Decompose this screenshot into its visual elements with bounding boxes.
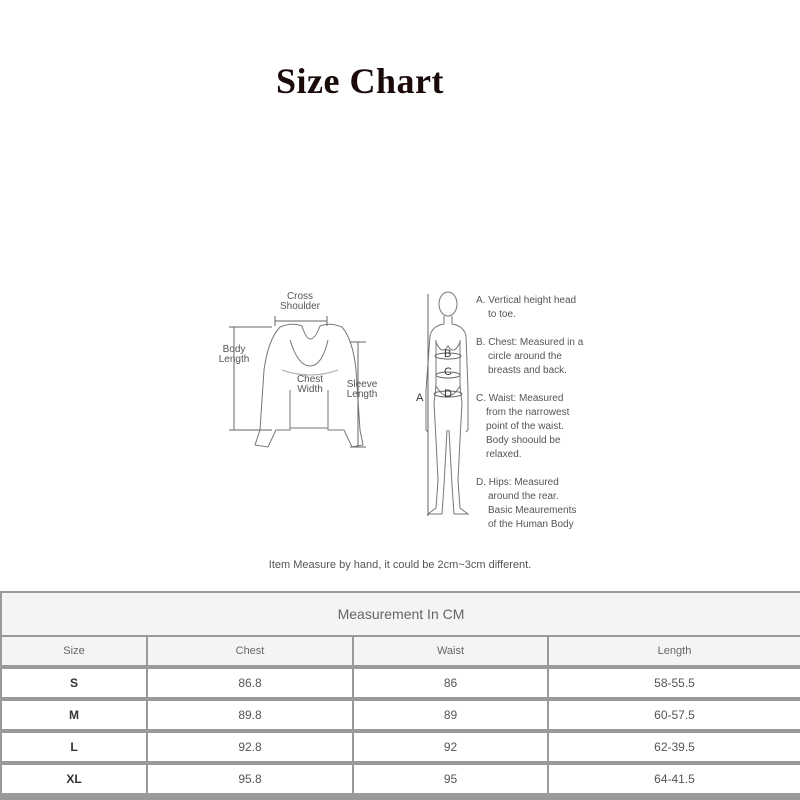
- measure-footnote: Item Measure by hand, it could be 2cm~3cm different.: [268, 559, 532, 571]
- table-row: [0, 733, 800, 763]
- body-length-text: Body Length: [218, 344, 250, 365]
- cell-size: L: [2, 733, 146, 761]
- cell-waist: 92: [354, 733, 547, 761]
- table-row: [0, 701, 800, 731]
- sleeve-length-text: Sleeve Length: [346, 379, 378, 400]
- note-a: [476, 294, 584, 322]
- note-d-head: D. Hips: Measured: [476, 477, 559, 488]
- body-length-label: [214, 345, 254, 365]
- chest-width-label: [282, 375, 338, 395]
- cell-size: S: [2, 669, 146, 697]
- cell-waist: 86: [354, 669, 547, 697]
- cross-shoulder-label: [272, 292, 328, 312]
- note-b-rest: circle around the breasts and back.: [488, 351, 567, 376]
- header-size: Size: [2, 637, 146, 665]
- page-title: Size Chart: [276, 61, 444, 101]
- cell-length: 64-41.5: [549, 765, 800, 793]
- table-header-row: [0, 637, 800, 667]
- cell-chest: 92.8: [148, 733, 352, 761]
- letter-d: D: [444, 388, 452, 400]
- note-d-rest: around the rear. Basic Meaurements of the Human Body: [488, 491, 577, 530]
- chest-width-text: Chest Width: [296, 374, 324, 395]
- size-table: [0, 591, 800, 800]
- cell-size: XL: [2, 765, 146, 793]
- letter-b: B: [444, 348, 452, 360]
- note-c-head: C. Waist: Measured: [476, 393, 564, 404]
- cell-size: M: [2, 701, 146, 729]
- cell-waist: 89: [354, 701, 547, 729]
- cell-waist: 95: [354, 765, 547, 793]
- cell-length: 62-39.5: [549, 733, 800, 761]
- table-row: [0, 669, 800, 699]
- letter-a: A: [416, 392, 424, 404]
- cell-chest: 95.8: [148, 765, 352, 793]
- cross-shoulder-text: Cross Shoulder: [279, 291, 321, 312]
- cell-length: 58-55.5: [549, 669, 800, 697]
- body-measure-lines: [428, 294, 462, 516]
- note-c: [476, 392, 584, 462]
- cell-chest: 89.8: [148, 701, 352, 729]
- letter-c: C: [444, 366, 452, 378]
- note-c-rest: from the narrowest point of the waist. Body shoould be relaxed.: [486, 407, 570, 460]
- header-length: Length: [549, 637, 800, 665]
- table-caption: Measurement In CM: [2, 593, 800, 635]
- measurement-diagram: [210, 280, 600, 540]
- note-b-head: B. Chest: Measured in a: [476, 337, 584, 348]
- note-a-head: A. Vertical height head: [476, 295, 577, 306]
- note-d: [476, 476, 584, 532]
- sleeve-length-label: [342, 380, 382, 400]
- header-waist: Waist: [354, 637, 547, 665]
- note-a-rest: to toe.: [488, 309, 516, 320]
- table-row: [0, 765, 800, 795]
- note-b: [476, 336, 584, 378]
- cell-length: 60-57.5: [549, 701, 800, 729]
- cell-chest: 86.8: [148, 669, 352, 697]
- header-chest: Chest: [148, 637, 352, 665]
- body-silhouette: [426, 292, 468, 514]
